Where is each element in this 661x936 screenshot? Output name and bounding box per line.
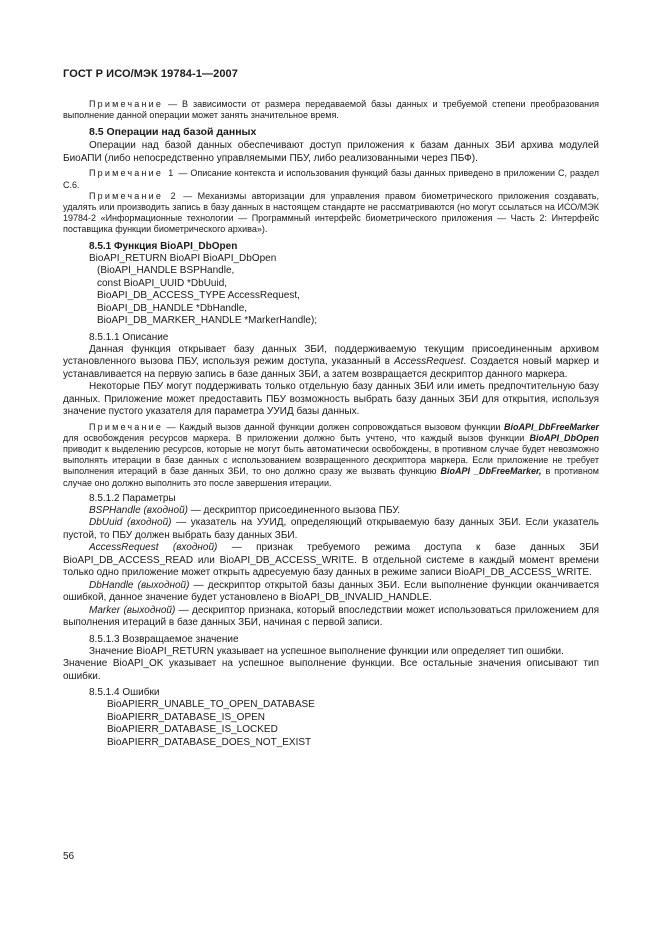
param-item xyxy=(63,580,599,605)
note-2 xyxy=(63,191,599,236)
return-para-2: Значение BioAPI_OK указывает на успешное выполнение функции. Все остальные значения описывают тип ошибки. xyxy=(63,658,599,682)
param-text: — признак требуемого режима доступа к базе данных ЗБИ BioAPI_DB_ACCESS_READ или BioAPI_DB_ACCESS_WRITE. В отдельной системе в каждый момент времени только одно приложение может открыть адресуемую базу данных в режиме записи BioAPI_DB_ACCESS_WRITE. xyxy=(63,542,599,579)
error-code: BioAPIERR_DATABASE_IS_OPEN xyxy=(107,711,266,723)
note-desc xyxy=(63,422,599,489)
note-text: — В зависимости от размера передаваемой базы данных и требуемой степени преобразования выполнение данной операции может занять значительное время. xyxy=(63,99,599,121)
return-title: 8.5.1.3 Возвращаемое значение xyxy=(89,633,239,645)
section-8-5-title: 8.5 Операции над базой данных xyxy=(89,126,257,139)
note-desc-t2: для освобождения ресурсов маркера. В приложении должно быть учтено, что каждый вызов функции xyxy=(63,432,530,443)
code-line-1: (BioAPI_HANDLE BSPHandle, xyxy=(97,265,235,277)
desc-title: 8.5.1.1 Описание xyxy=(89,331,169,343)
param-item xyxy=(63,505,599,518)
param-name: BSPHandle (входной) xyxy=(89,504,188,516)
param-item xyxy=(63,542,599,580)
param-name: DbUuid (входной) xyxy=(89,517,172,529)
note-2-label: Примечание 2 xyxy=(89,190,178,201)
param-text: — дескриптор признака, который впоследствии может использоваться приложением для выполнения итераций в базе данных ЗБИ, начиная с первой записи. xyxy=(63,604,599,629)
desc-para-1 xyxy=(63,344,599,382)
code-line-3: BioAPI_DB_ACCESS_TYPE AccessRequest, xyxy=(97,290,300,302)
standard-header: ГОСТ Р ИСО/МЭК 19784-1—2007 xyxy=(63,68,238,80)
error-code: BioAPIERR_UNABLE_TO_OPEN_DATABASE xyxy=(107,699,315,711)
param-name: Marker (выходной) xyxy=(89,604,176,616)
note-desc-label: Примечание xyxy=(89,421,164,432)
page-number: 56 xyxy=(63,851,75,862)
note-1 xyxy=(63,168,599,190)
param-text: — дескриптор присоединенного вызова ПБУ. xyxy=(187,504,401,516)
code-line-5: BioAPI_DB_MARKER_HANDLE *MarkerHandle); xyxy=(97,315,318,327)
param-item xyxy=(63,517,599,542)
return-para-1: Значение BioAPI_RETURN указывает на успешное выполнение функции или определяет тип ошибки. xyxy=(89,645,564,657)
note-desc-fn3: BioAPI _DbFreeMarker, xyxy=(440,466,542,477)
section-8-5-para: Операции над базой данных обеспечивают доступ приложения к базам данных ЗБИ архива модулей БиоАПИ (либо непосредственно управляемыми ПБУ, либо реализованными через ПБФ). xyxy=(63,140,599,164)
errors-title: 8.5.1.4 Ошибки xyxy=(89,687,160,699)
error-code: BioAPIERR_DATABASE_IS_LOCKED xyxy=(107,724,278,736)
param-name: DbHandle (выходной) xyxy=(89,579,190,591)
section-8-5-1-title: 8.5.1 Функция BioAPI_DbOpen xyxy=(89,240,238,252)
note-1-label: Примечание 1 xyxy=(89,168,176,179)
code-line-2: const BioAPI_UUID *DbUuid, xyxy=(97,277,228,289)
note-desc-t4: в противном случае оно должно выполнить это после завершения итерации. xyxy=(63,466,599,488)
desc-p1-em: AccessRequest xyxy=(393,356,464,368)
code-line-0: BioAPI_RETURN BioAPI BioAPI_DbOpen xyxy=(89,252,277,264)
note-desc-t3: приводит к выделению ресурсов, которые не могут быть автоматически освобождены, в противном случае будет невозможно выполнять итерации в базе данных с использованием возвращенного дескриптора маркера. Если приложение не требует выполнения итераций в базе данных ЗБИ, то оно должно сразу же вызвать функцию xyxy=(63,444,599,477)
param-item xyxy=(63,605,599,630)
note-desc-t1: — Каждый вызов данной функции должен сопровождаться вызовом функции xyxy=(163,421,504,432)
code-line-4: BioAPI_DB_HANDLE *DbHandle, xyxy=(97,302,248,314)
note-desc-fn2: BioAPI_DbOpen xyxy=(529,432,599,443)
page-content xyxy=(63,99,599,749)
param-text: — дескриптор открытой базы данных ЗБИ. Если выполнение функции оканчивается ошибкой, данное значение будет установлено в BioAPI_DB_INVALID_HANDLE. xyxy=(63,579,599,604)
param-name: AccessRequest (входной) xyxy=(89,542,218,554)
desc-p1-a: Данная функция открывает базу данных ЗБИ, поддерживаемую текущим присоединенным архивом установленного вызова ПБУ, используя режим доступа, указанный в xyxy=(63,343,599,368)
error-code: BioAPIERR_DATABASE_DOES_NOT_EXIST xyxy=(107,736,312,748)
desc-para-2: Некоторые ПБУ могут поддерживать только отдельную базу данных ЗБИ или иметь предпочтительную базу данных. Приложение может предоставить ПБУ возможность выбрать базу данных ЗБИ для открытия, используя значение пустого указателя для параметра УУИД базы данных. xyxy=(63,381,599,418)
params-title: 8.5.1.2 Параметры xyxy=(89,492,176,504)
desc-p1-b: . Создается новый маркер и устанавливается на первую запись в базе данных ЗБИ, а затем возвращается дескриптор данного маркера. xyxy=(63,356,599,380)
note-1-text: — Описание контекста и использования функций базы данных приведено в приложении С, раздел С.6. xyxy=(63,168,599,190)
param-text: — указатель на УУИД, определяющий открываемую базу данных ЗБИ. Если указатель пустой, то ПБУ должен выбрать базу данных ЗБИ. xyxy=(63,517,599,541)
note-top xyxy=(63,99,599,121)
note-label: Примечание xyxy=(89,99,164,109)
note-2-text: — Механизмы авторизации для управления правом биометрического приложения создавать, удалять или производить запись в базу данных в настоящем стандарте не рассматриваются (но могут ссылаться на ИСО/МЭК 19784-2 «Информационные технологии — Программный интерфейс биометрического приложения — Часть 2: Интерфейс поставщика функции биометрического архива»). xyxy=(63,190,599,235)
note-desc-fn1: BioAPI_DbFreeMarker xyxy=(503,421,599,432)
